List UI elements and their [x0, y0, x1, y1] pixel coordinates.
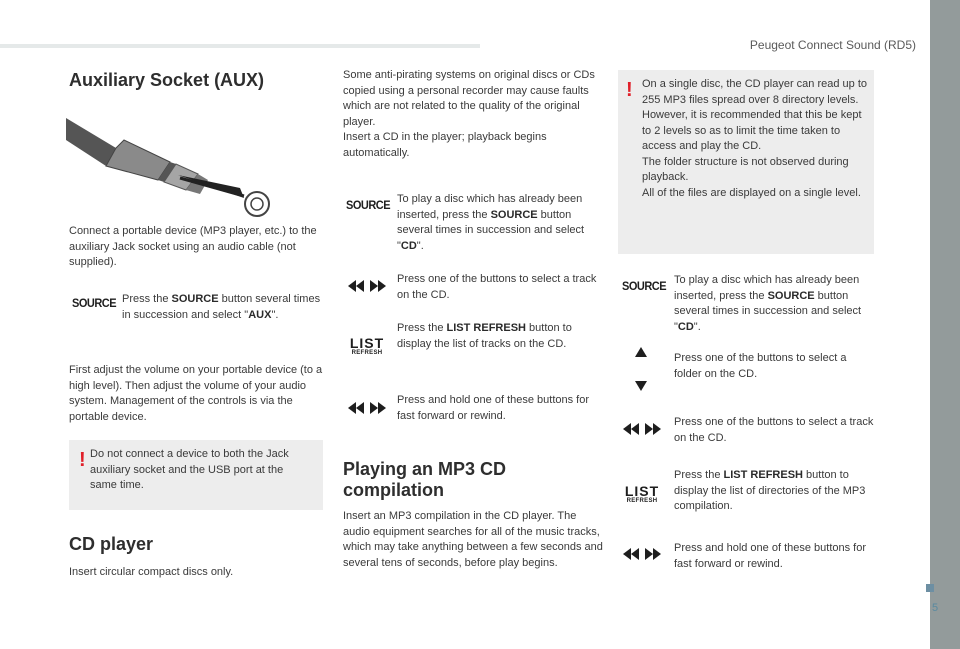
source-button-icon: SOURCE	[72, 297, 117, 311]
jack-plug-icon	[66, 100, 276, 220]
mp3-warning-text: On a single disc, the CD player can read up to 255 MP3 files spread over 8 directory levels. However, it is recommended that this be kept to 2 levels so as to limit the time taken to access and play the CD. The folder structure is not observed during playback. All of the files are displayed on a single level.	[642, 78, 868, 199]
mp3-intro: Insert an MP3 compilation in the CD player. The audio equipment searches for all of the music tracks, which may take anything between a few seconds and several tens of seconds, before play begins.	[343, 510, 603, 569]
seek-buttons-icon	[622, 546, 662, 562]
mp3-title: Playing an MP3 CD compilation	[343, 459, 507, 500]
warning-icon: !	[79, 449, 86, 471]
mp3-list-instruction: Press the LIST REFRESH button to display the list of directories of the MP3 compilation.	[674, 469, 866, 512]
aux-source-instruction: Press the SOURCE button several times in succession and select "AUX".	[122, 293, 321, 321]
aux-intro: Connect a portable device (MP3 player, etc.) to the auxiliary Jack socket using an audio cable (not supplied).	[69, 225, 317, 268]
mp3-ffwd-instruction: Press and hold one of these buttons for fast forward or rewind.	[674, 542, 867, 570]
cd-track-instruction: Press one of the buttons to select a track on the CD.	[397, 273, 597, 301]
mp3-folder-instruction: Press one of the buttons to select a folder on the CD.	[674, 352, 847, 380]
mp3-warning-box	[618, 70, 874, 254]
aux-warning-box	[69, 440, 323, 510]
aux-volume-text: First adjust the volume on your portable device (to a high level). Then adjust the volume of your audio system. Management of the controls is via the portable device.	[69, 364, 323, 423]
cd-insert-text: Insert circular compact discs only.	[69, 566, 234, 578]
mp3-track-instruction: Press one of the buttons to select a track on the CD.	[674, 416, 874, 444]
seek-buttons-icon	[622, 421, 662, 437]
seek-buttons-icon	[347, 278, 387, 294]
up-down-buttons-icon	[634, 345, 648, 393]
cd-list-instruction: Press the LIST REFRESH button to display the list of tracks on the CD.	[397, 322, 572, 350]
cd-antipiracy-text: Some anti-pirating systems on original discs or CDs copied using a personal recorder may cause faults which are not related to the quality of the original player. Insert a CD in the player; playback begins automatically.	[343, 69, 595, 159]
seek-buttons-icon	[347, 400, 387, 416]
mp3-play-instruction: To play a disc which has already been inserted, press the SOURCE button several times in succession and select "CD".	[674, 274, 862, 333]
source-button-icon: SOURCE	[346, 199, 391, 213]
cd-ffwd-instruction: Press and hold one of these buttons for fast forward or rewind.	[397, 394, 590, 422]
source-button-icon: SOURCE	[622, 280, 667, 294]
running-header: Peugeot Connect Sound (RD5)	[749, 38, 916, 52]
top-rule	[0, 44, 480, 48]
cd-play-instruction: To play a disc which has already been inserted, press the SOURCE button several times in succession and select "CD".	[397, 193, 585, 252]
page-side-tab	[930, 0, 960, 649]
list-refresh-button-icon: LIST REFRESH	[349, 335, 385, 356]
continue-mark	[926, 584, 934, 592]
list-refresh-button-icon: LIST REFRESH	[624, 483, 660, 504]
cd-title: CD player	[69, 534, 154, 554]
warning-icon: !	[626, 79, 633, 101]
page-number: 5	[931, 602, 939, 614]
aux-warning-text: Do not connect a device to both the Jack auxiliary socket and the USB port at the same time.	[90, 448, 289, 491]
aux-title: Auxiliary Socket (AUX)	[69, 70, 265, 90]
